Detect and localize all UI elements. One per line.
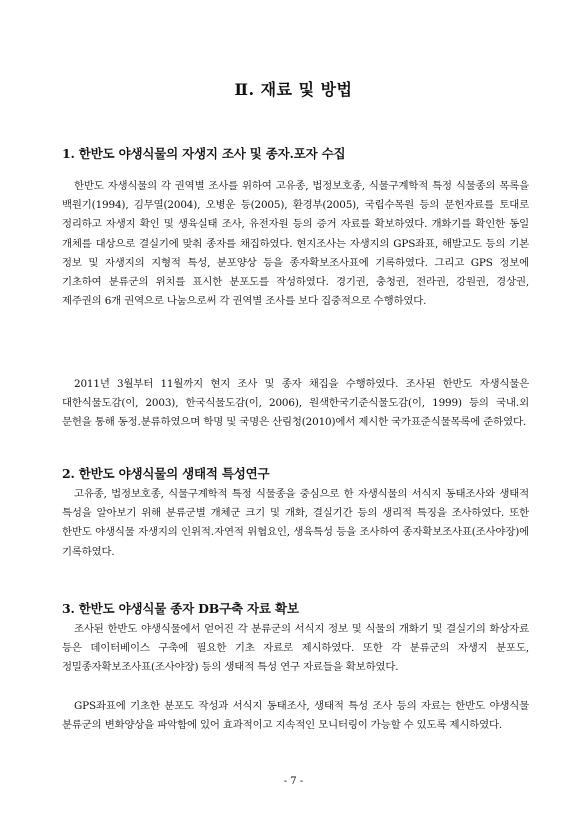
page-number: - 7 - xyxy=(283,776,304,787)
section-2-paragraph-1: 고유종, 법정보호종, 식물구계학적 특정 식물종을 중심으로 한 자생식물의 서식지 동태조사와 생태적 특성을 알아보기 위해 분류군별 개체군 크기 및 개화, 결실기간 등의 생리적 특징을 조사하였다. 또한 한반도 야생식물 자생지의 인위적․자연적 위협요인, 생육특성 등을 조사하여 종자확보조사표(조사야장)에 기록하였다. xyxy=(62,488,529,558)
page-title: Ⅱ. 재료 및 방법 xyxy=(234,80,353,99)
section-heading-2: 2. 한반도 야생식물의 생태적 특성연구 xyxy=(62,466,270,481)
section-1-paragraph-1: 한반도 자생식물의 각 권역별 조사를 위하여 고유종, 법정보호종, 식물구계학적 특정 식물종의 목록을 백원기(1994), 김무열(2004), 오병운 등(2005), 환경부(2005), 국립수목원 등의 문헌자료를 토대로 정리하고 자생지 확인 및 생육실태 조사, 유전자원 등의 증거 자료를 확보하였다. 개화기를 확인한 동일 개체를 대상으로 결실기에 맞춰 종자를 채집하였다. 현지조사는 자생지의 GPS좌표, 해발고도 등의 기본 정보 및 자생지의 지형적 특성, 분포양상 등을 종자확보조사표에 기록하였다. 그리고 GPS 정보에 기초하여 분류군의 위치를 표시한 분포도를 작성하였다. 경기권, 충청권, 전라권, 강원권, 경상권, 제주권의 6개 권역으로 나눔으로써 각 권역별 조사를 보다 집중적으로 수행하였다. xyxy=(62,180,529,308)
section-3-paragraph-1: 조사된 한반도 야생식물에서 얻어진 각 분류군의 서식지 정보 및 식물의 개화기 및 결실기의 화상자료 등은 데이터베이스 구축에 필요한 기초 자료로 제시하였다. 또한 각 분류군의 자생지 분포도, 정밀종자확보조사표(조사야장) 등의 생태적 특성 연구 자료들을 확보하였다. xyxy=(62,623,529,674)
section-heading-3: 3. 한반도 야생식물 종자 DB구축 자료 확보 xyxy=(62,601,299,616)
section-1-paragraph-2: 2011년 3월부터 11월까지 현지 조사 및 종자 채집을 수행하였다. 조사된 한반도 자생식물은 대한식물도감(이, 2003), 한국식물도감(이, 2006), 원색한국기준식물도감(이, 1999) 등의 국내․외 문헌을 통해 동정․분류하였으며 학명 및 국명은 산림청(2010)에서 제시한 국가표준식물목록에 준하였다. xyxy=(62,378,529,429)
section-3-paragraph-2: GPS좌표에 기초한 분포도 작성과 서식지 동태조사, 생태적 특성 조사 등의 자료는 한반도 야생식물 분류군의 변화양상을 파악함에 있어 효과적이고 지속적인 모니터링이 가능할 수 있도록 제시하였다. xyxy=(62,700,529,732)
section-heading-1: 1. 한반도 야생식물의 자생지 조사 및 종자․포자 수집 xyxy=(62,146,346,161)
